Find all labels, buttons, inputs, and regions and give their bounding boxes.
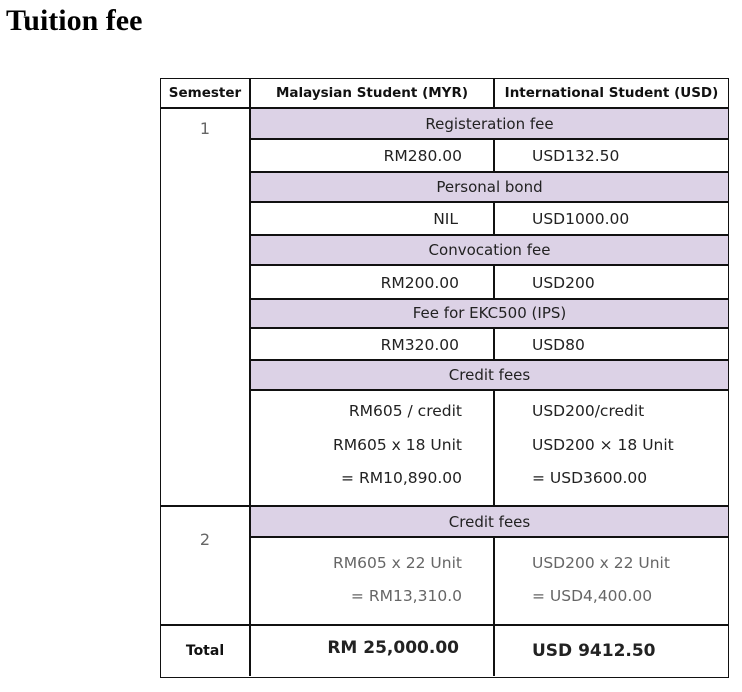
usd-value: = USD3600.00 <box>532 469 648 487</box>
myr-value: RM605 / credit <box>348 402 462 420</box>
row-divider <box>249 536 728 538</box>
row-divider <box>249 327 728 329</box>
myr-value: RM605 x 18 Unit <box>333 436 462 454</box>
myr-value: NIL <box>433 209 458 228</box>
section-title: Convocation fee <box>428 240 551 259</box>
column-divider <box>493 264 495 299</box>
total-usd: USD 9412.50 <box>532 641 656 661</box>
column-divider <box>493 327 495 360</box>
column-divider <box>493 138 495 172</box>
column-divider <box>493 389 495 507</box>
header-semester: Semester <box>168 85 242 101</box>
section-title: Registeration fee <box>425 114 554 133</box>
usd-value: USD132.50 <box>532 146 620 165</box>
semester-number: 2 <box>199 529 211 549</box>
myr-value: RM605 x 22 Unit <box>333 554 462 572</box>
usd-value: USD200 × 18 Unit <box>532 436 674 454</box>
total-label: Total <box>185 643 225 659</box>
section-title: Personal bond <box>436 177 543 196</box>
myr-value: = RM13,310.0 <box>350 587 462 605</box>
usd-value: USD200 <box>532 273 595 292</box>
page-title: Tuition fee <box>6 4 143 37</box>
total-myr: RM 25,000.00 <box>327 638 459 658</box>
usd-value: USD200 x 22 Unit <box>532 554 670 572</box>
myr-value: = RM10,890.00 <box>341 469 462 487</box>
row-divider <box>249 389 728 391</box>
myr-value: RM200.00 <box>380 273 459 292</box>
semester-number: 1 <box>199 118 211 138</box>
row-divider <box>249 264 728 266</box>
myr-value: RM280.00 <box>383 146 462 165</box>
header-international: International Student (USD) <box>504 85 719 101</box>
usd-value: = USD4,400.00 <box>532 587 653 605</box>
header-malaysian: Malaysian Student (MYR) <box>275 85 469 101</box>
column-divider <box>493 201 495 235</box>
usd-value: USD1000.00 <box>532 209 630 228</box>
usd-value: USD200/credit <box>532 402 645 420</box>
column-divider <box>493 536 495 676</box>
usd-value: USD80 <box>532 335 585 354</box>
tuition-fee-table <box>160 78 729 678</box>
section-title: Fee for EKC500 (IPS) <box>412 304 567 322</box>
section-title: Credit fees <box>448 365 531 384</box>
myr-value: RM320.00 <box>380 335 459 354</box>
section-title: Credit fees <box>448 512 531 531</box>
